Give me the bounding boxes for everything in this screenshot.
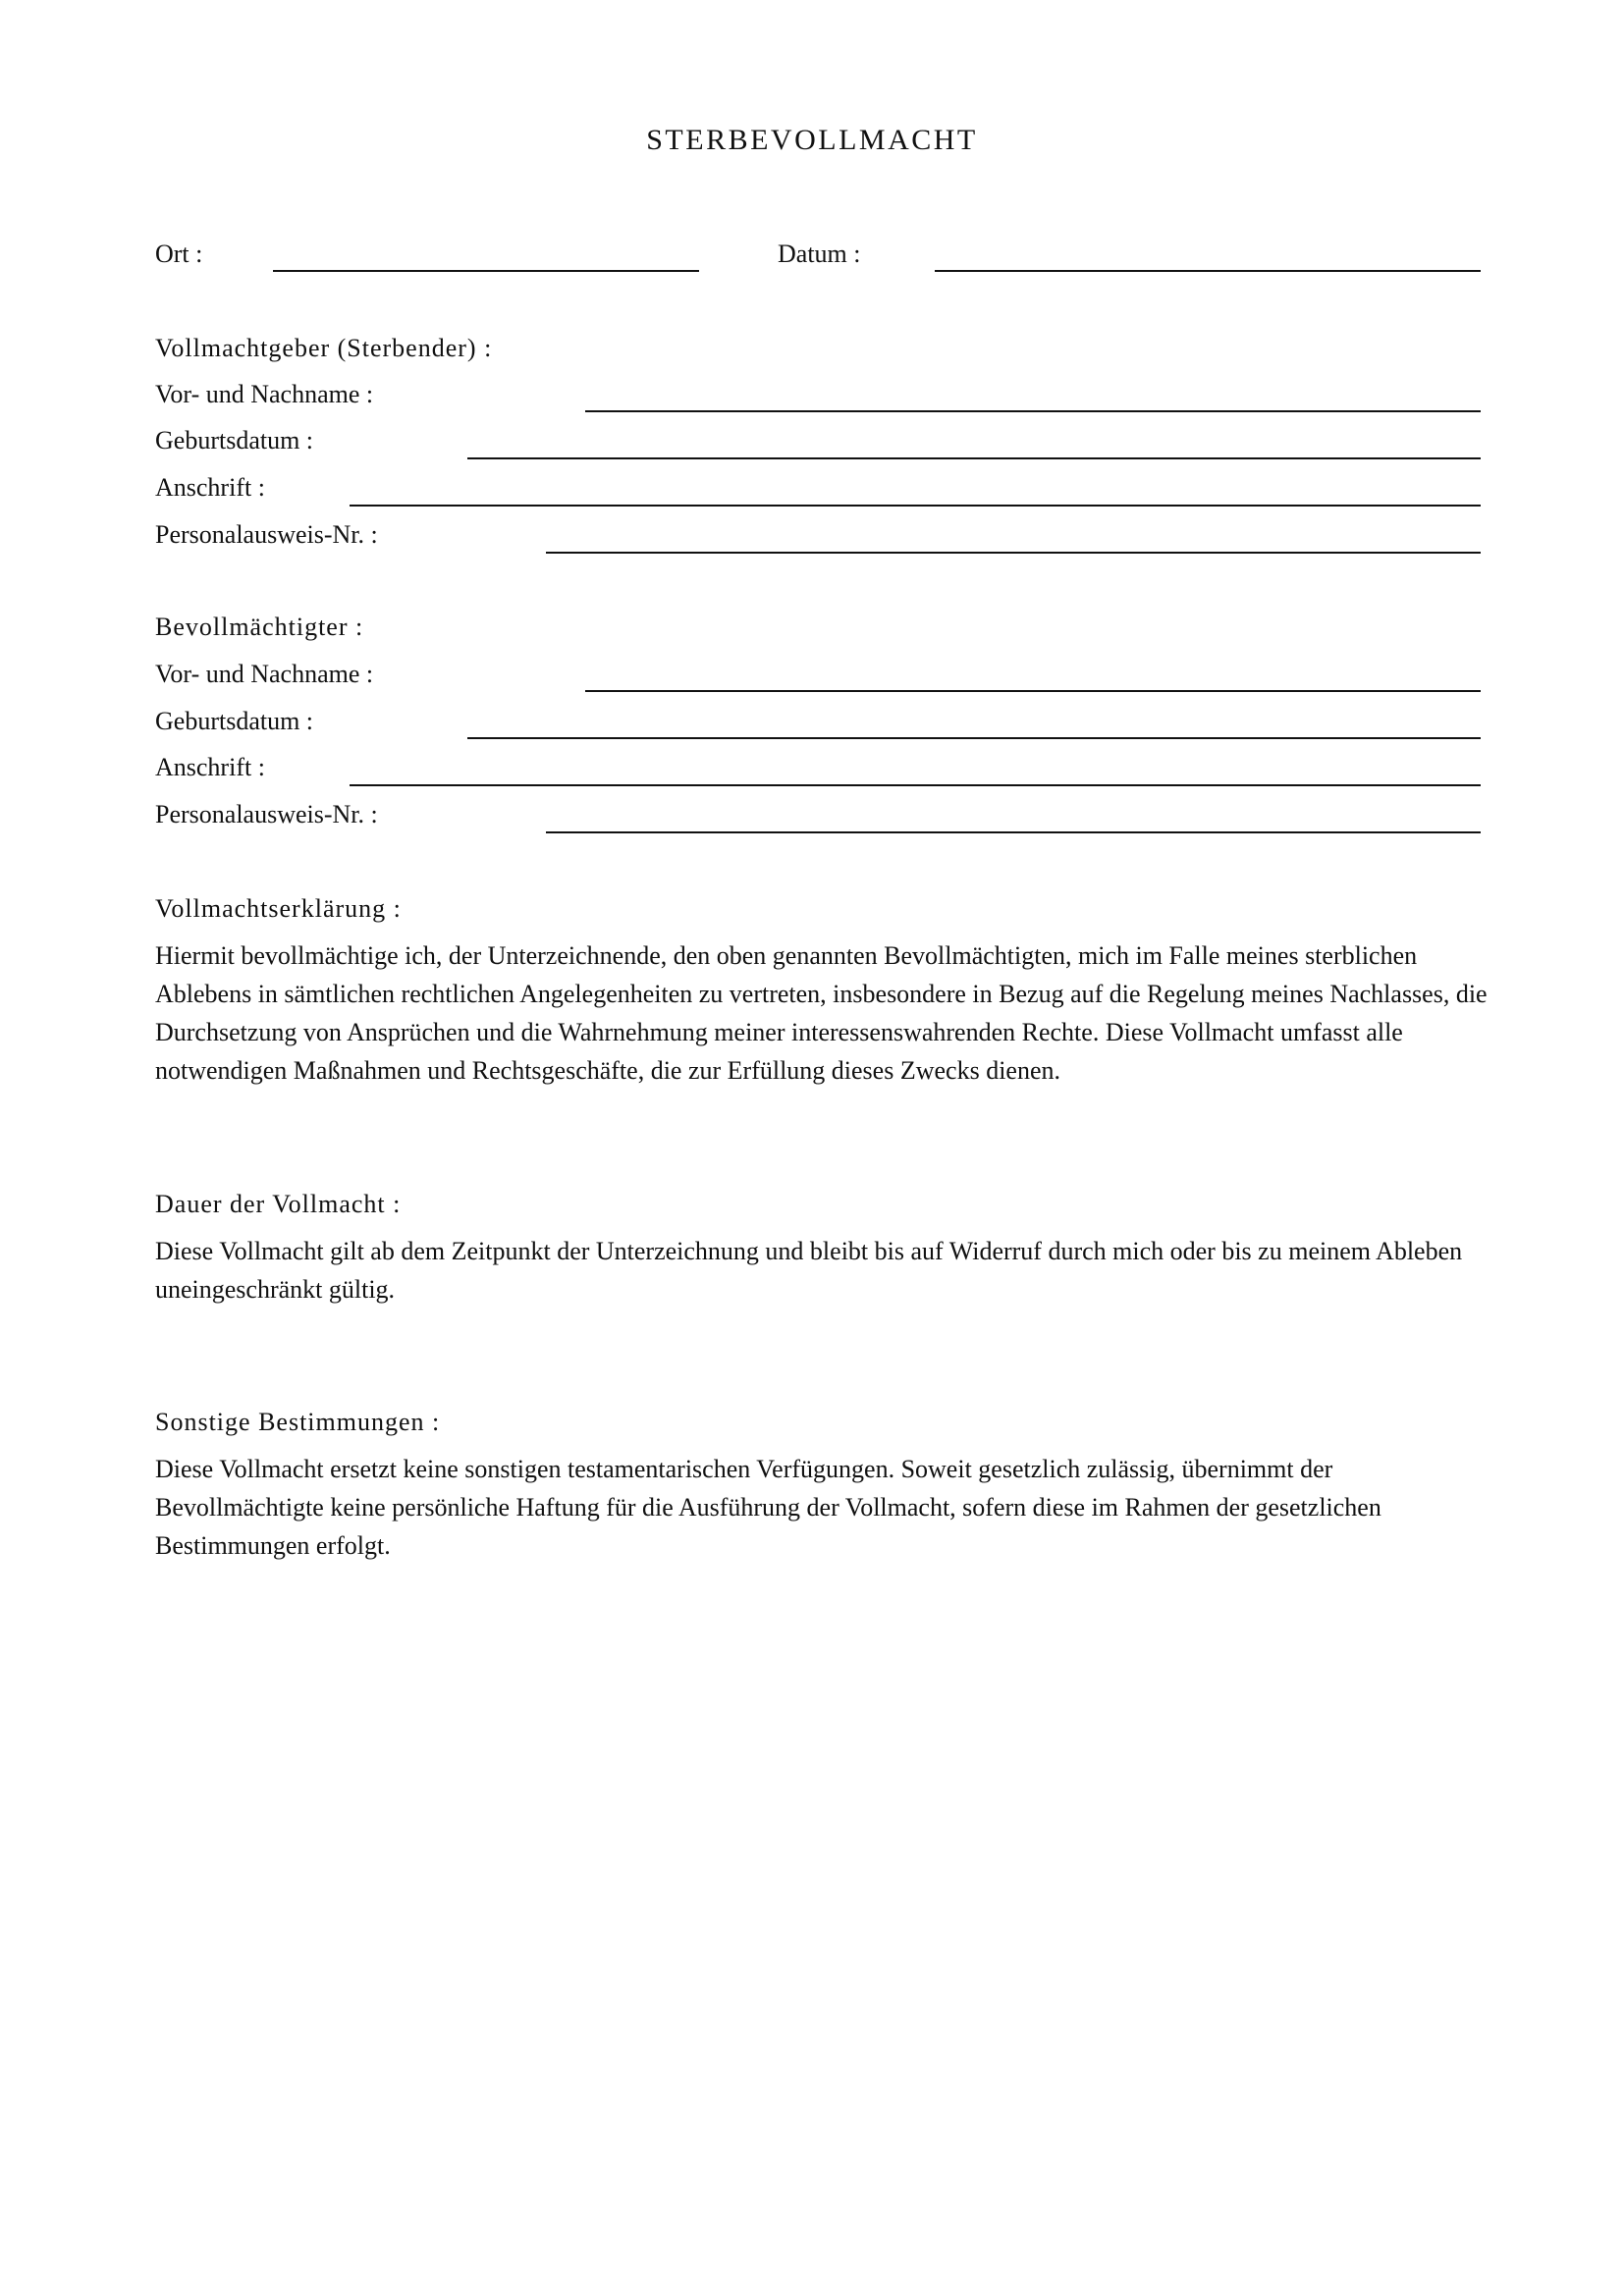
grantor-address-label: Anschrift : xyxy=(155,473,265,502)
grantor-address-field[interactable] xyxy=(350,505,1481,507)
attorney-birthdate-field[interactable] xyxy=(467,737,1481,739)
grantor-name-field[interactable] xyxy=(585,410,1481,412)
duration-text: Diese Vollmacht gilt ab dem Zeitpunkt der Unterzeichnung und bleibt bis auf Widerruf durch mich oder bis zu meinem Ableben uneingeschränkt gültig. xyxy=(155,1237,1463,1304)
place-label: Ort : xyxy=(155,240,203,268)
duration-heading: Dauer der Vollmacht : xyxy=(155,1190,402,1218)
attorney-birthdate-label: Geburtsdatum : xyxy=(155,707,314,735)
declaration-text: Hiermit bevollmächtige ich, der Unterzeichnende, den oben genannten Bevollmächtigten, mich im Falle meines sterblichen Ablebens in sämtlichen rechtlichen Angelegenheiten zu vertreten, insbesondere in Bezug auf die Regelung meines Nachlasses, die Durchsetzung von Ansprüchen und die Wahrnehmung meiner interessenswahrenden Rechte. Diese Vollmacht umfasst alle notwendigen Maßnahmen und Rechtsgeschäfte, die zur Erfüllung dieses Zwecks dienen. xyxy=(155,941,1488,1085)
place-field[interactable] xyxy=(273,270,699,272)
declaration-heading: Vollmachtserklärung : xyxy=(155,894,402,923)
grantor-id-label: Personalausweis-Nr. : xyxy=(155,520,378,549)
date-field[interactable] xyxy=(935,270,1481,272)
grantor-name-label: Vor- und Nachname : xyxy=(155,380,374,408)
document-title: STERBEVOLLMACHT xyxy=(646,124,978,156)
attorney-id-field[interactable] xyxy=(546,831,1481,833)
date-label: Datum : xyxy=(778,240,861,268)
attorney-name-label: Vor- und Nachname : xyxy=(155,660,374,688)
grantor-id-field[interactable] xyxy=(546,552,1481,554)
attorney-heading: Bevollmächtigter : xyxy=(155,613,364,641)
attorney-address-field[interactable] xyxy=(350,784,1481,786)
other-heading: Sonstige Bestimmungen : xyxy=(155,1408,441,1436)
other-text: Diese Vollmacht ersetzt keine sonstigen testamentarischen Verfügungen. Soweit gesetzlich zulässig, übernimmt der Bevollmächtigte keine persönliche Haftung für die Ausführung der Vollmacht, sofern diese im Rahmen der gesetzlichen Bestimmungen erfolgt. xyxy=(155,1455,1381,1560)
attorney-name-field[interactable] xyxy=(585,690,1481,692)
attorney-id-label: Personalausweis-Nr. : xyxy=(155,800,378,828)
attorney-address-label: Anschrift : xyxy=(155,753,265,781)
grantor-birthdate-label: Geburtsdatum : xyxy=(155,426,314,454)
grantor-heading: Vollmachtgeber (Sterbender) : xyxy=(155,334,493,362)
grantor-birthdate-field[interactable] xyxy=(467,457,1481,459)
